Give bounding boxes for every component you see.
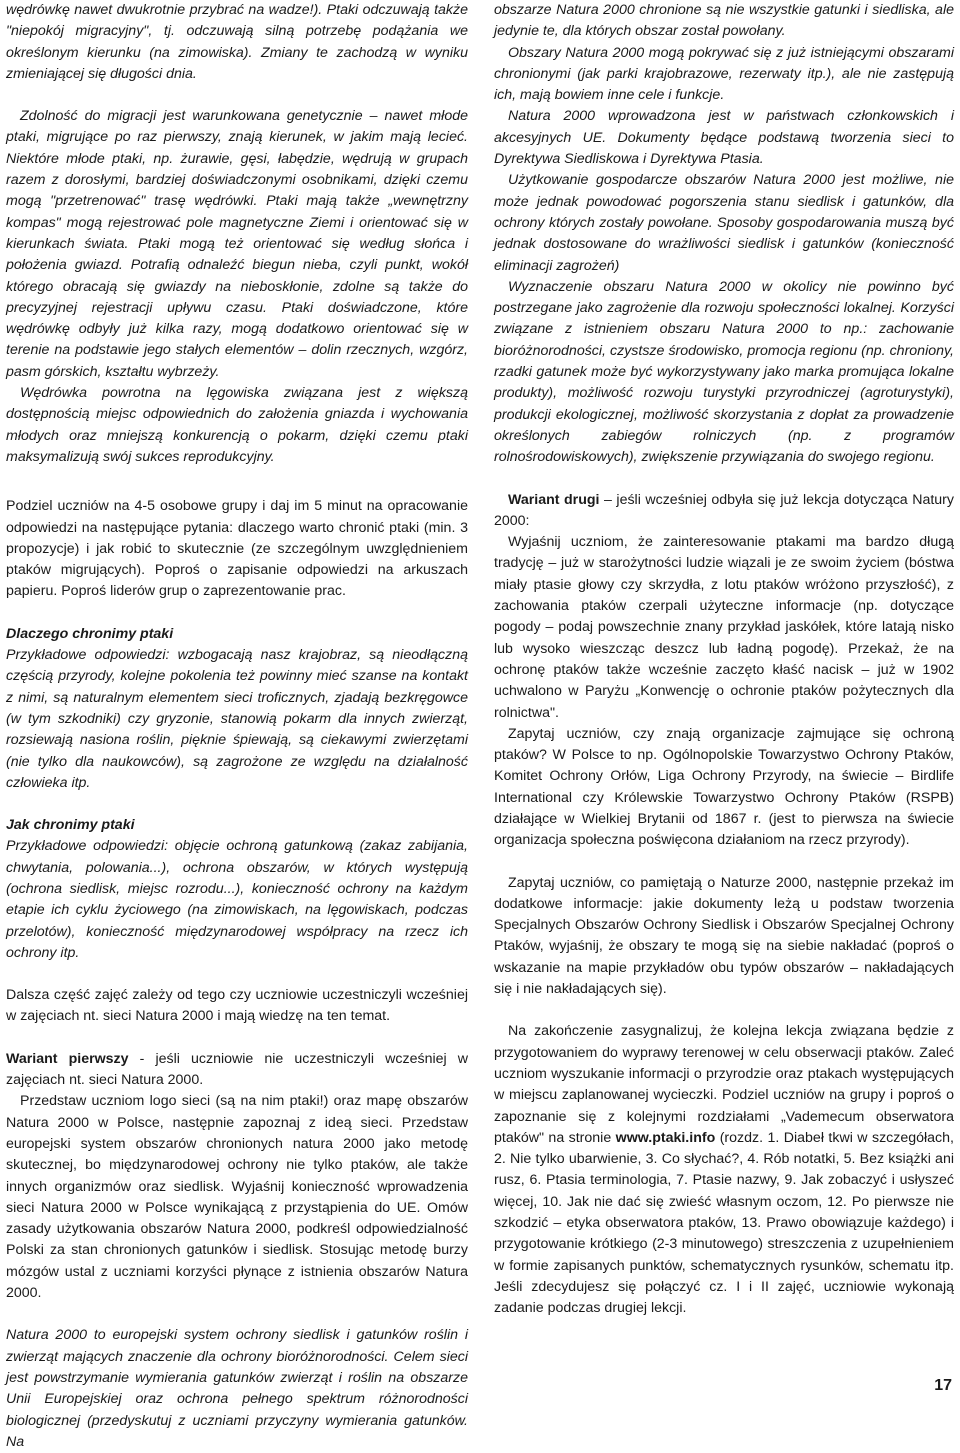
variant-two-condition: – jeśli wcześniej odbyła się już lekcja dotycząca Natury 2000: [494,491,954,529]
variant-two-label: Wariant drugi [508,491,600,508]
natura-benefits-text: Wyznaczenie obszaru Natura 2000 w okolicy nie powinno być postrzegane jako zagrożenie dla rozwoju społeczności lokalnej. Korzyści związane z istnieniem obszaru Natura 2000 to np.: zachowanie bioróżnorodności, czystsze środowisko, promocja regionu (np. chroniony, rzadki gatunek może być wykorzystywany jako marka promująca lokalne produkty), możliwość rozwoju turystyki przyrodniczej (agroturystyki), produkcji ekologicznej, możliwość skorzystania z dopłat za prowadzenie określonych zabiegów rolniczych (np. z programów rolnośrodowiskowych), zwiększenie przywiązania do swojego regionu. [494,278,954,466]
migration-restlessness-text: wędrówkę nawet dwukrotnie przybrać na wadze!). Ptaki odczuwają także "niepokój migracyjny", tj. odczuwają silną potrzebę podążania we określonym kierunku (na zimowiska). Zmiany te zachodzą w wyniku zmieniającej się długości dnia. [6,2,468,82]
heading-why-protect: Dlaczego chronimy ptaki [6,625,174,642]
how-protect-answers: Przykładowe odpowiedzi: objęcie ochroną gatunkową (zakaz zabijania, chwytania, polowania...), ochrona obszarów, w których występują (ochrona siedlisk, miejsc rozrodu...), konieczność ochrony na każdym etapie ich cyklu życiowego (na zimowiskach, na lęgowiskach, podczas przelotów), konieczność międzynarodowej współpracy na rzecz ich ochrony itp. [6,838,468,961]
natura-documents-text: Zapytaj uczniów, co pamiętają o Naturze 2000, następnie przekaż im dodatkowe informacje: jakie dokumenty leżą u podstaw tworzenia Specjalnych Obszarów Ochrony Siedlisk i Obszarów Specjalnej Ochrony Ptaków, wyjaśnij, że obszary te mogą się na siebie nakładać (poproś o wskazanie na mapie przykładów obu typów obszarów – nakładających się i nie nakładających się). [494,874,954,998]
variant-two-intro [494,490,954,533]
right-column [494,0,954,1320]
return-migration-text: Wędrówka powrotna na lęgowiska związana jest z większą dostępnością miejsc odpowiednich do założenia gniazda i wychowania młodych oraz mniejszą konkurencją o pokarm, dzięki czemu ptaki maksymalizują swój sukces reprodukcyjny. [6,385,468,465]
migration-genetics-text: Zdolność do migracji jest warunkowana genetycznie – nawet młode ptaki, migrujące po raz pierwszy, znają kierunek, w jakim mają lecieć. Niektóre młode ptaki, np. żurawie, gęsi, łabędzie, wędrują w grupach razem z dorosłymi, bardziej doświadczonymi osobnikami, dzięki czemu mogą "przetrenować" trasę wędrówki. Ptaki mają także „wewnętrzny kompas" mogą rejestrować pole magnetyczne Ziemi i orientować się w kierunkach świata. Ptaki mogą też orientować się według słońca i położenia gwiazd. Potrafią odnaleźć biegun nieba, czyli punkt, wokół którego obracają się gwiazdy na nieboskłonie, zdolne są także do precyzyjnej rejestracji upływu czasu. Ptaki doświadczone, które wędrówkę odbyły już kilka razy, mogą dodatkowo orientować się w terenie na podstawie jego stałych elementów – dolin rzecznych, wzgórz, pasm górskich, kształtu wybrzeży. [6,108,468,380]
lesson-continuation-text: Dalsza część zajęć zależy od tego czy uczniowie uczestniczyli wcześniej w zajęciach nt. sieci Natura 2000 i mają wiedzę na ten temat. [6,987,468,1025]
variant-one-condition: - jeśli uczniowie nie uczestniczyli wcześniej w zajęciach nt. sieci Natura 2000. [6,1050,468,1089]
variant-one-intro [6,1049,468,1092]
closing-text-end: (rozdz. 1. Diabeł tkwi w szczegółach, 2. Nie tylko ubarwienie, 3. Co słychać?, 4. Rób notatki, 5. Bez książki ani rusz, 6. Ptasia terminologia, 7. Ptasie nazwy, 9. Jak zobaczyć i usłyszeć więcej, 10. Jak nie dać się zwieść własnym oczom, 12. Po pierwsze nie szkodzić – etyka obserwatora ptaków, 13. Prawo obowiązuje każdego) i przygotowanie krótkiego (2-3 minutowego) streszczenia z uzupełnieniem w formie zapisanych punktów, schematycznych rysunków, schematu itp. Jeśli zdecydujesz się połączyć cz. I i II zajęć, uczniowie wykonają zadanie podczas drugiej lekcji. [494,1129,954,1317]
natura-definition-text: Natura 2000 to europejski system ochrony siedlisk i gatunków roślin i zwierząt mających znaczenie dla ochrony bioróżnorodności. Celem sieci jest powstrzymanie wymierania gatunków zwierząt i roślin na obszarze Unii Europejskiej oraz ochrona pełnego spektrum różnorodności biologicznej (przedyskutuj z uczniami przyczyny wymierania gatunków. Na [6,1327,468,1450]
natura-logo-instruction: Przedstaw uczniom logo sieci (są na nim ptaki!) oraz mapę obszarów Natura 2000 w Polsce, następnie zapoznaj z ideą sieci. Przedstaw europejski system obszarów chronionych natura 2000 jako metodę skutecznej, bo międzynarodowej ochrony nie tylko ptaków, ale także innych organizmów oraz siedlisk. Wyjaśnij konieczność wprowadzenia sieci Natura 2000 w Polsce wynikającą z przystąpienia do UE. Omów zasady użytkowania obszarów Natura 2000, podkreśl odpowiedzialność Polski za stan chronionych gatunków i siedlisk. Stosując metodę burzy mózgów ustal z uczniami korzyści płynące z istnienia obszarów Natura 2000. [6,1093,468,1302]
left-column [6,0,468,1453]
natura-overlap-text: Obszary Natura 2000 mogą pokrywać się z już istniejącymi obszarami chronionymi (jak parki krajobrazowe, rezerwaty itp.), ale nie zastępują ich, mają bowiem inne cele i funkcje. [494,44,954,104]
why-protect-answers: Przykładowe odpowiedzi: wzbogacają nasz krajobraz, są nieodłączną częścią przyrody, kolejne pokolenia też powinny mieć szanse na kontakt z nimi, są naturalnym elementem sieci troficznych, zjadają bezkręgowce (w tym szkodniki) czy gryzonie, stanowią pokarm dla innych zwierząt, rozsiewają nasiona roślin, pięknie śpiewają, są ciekawymi zwierzętami (nie tylko dla naukowców), są zagrożone ze względu na działalność człowieka itp. [6,647,468,791]
natura-usage-text: Użytkowanie gospodarcze obszarów Natura 2000 jest możliwe, nie może jednak powodować pogorszenia stanu siedlisk i gatunków, dla ochrony których zostały powołane. Sposoby gospodarowania muszą być jednak dostosowane do wrażliwości siedlisk i gatunków (konieczność eliminacji zagrożeń) [494,172,954,274]
bird-organizations-text: Zapytaj uczniów, czy znają organizacje zajmujące się ochroną ptaków? W Polsce to np. Ogólnopolskie Towarzystwo Ochrony Ptaków, Komitet Ochrony Orłów, Liga Ochrony Przyrody, na świecie – Birdlife International czy Królewskie Towarzystwo Ochrony Ptaków (RSPB) działające w Wielkiej Brytanii od 1867 r. (jest to pierwsza na świecie organizacja społeczna poświęcona działaniom na rzecz przyrody). [494,725,954,849]
natura-directives-text: Natura 2000 wprowadzona jest w państwach członkowskich i akcesyjnych UE. Dokumenty będące podstawą tworzenia sieci to Dyrektywa Siedliskowa i Dyrektywa Ptasia. [494,108,954,168]
closing-instruction [494,1021,954,1319]
group-task-instruction: Podziel uczniów na 4-5 osobowe grupy i daj im 5 minut na opracowanie odpowiedzi na następujące pytania: dlaczego warto chronić ptaki (min. 3 propozycje) i jak robić to skutecznie (ze szczególnym uwzględnieniem ptaków migrujących). Poproś o zapisanie odpowiedzi na arkuszach papieru. Poproś liderów grup o zaprezentowanie prac. [6,498,468,600]
variant-one-label: Wariant pierwszy [6,1050,129,1067]
natura-habitats-text: obszarze Natura 2000 chronione są nie wszystkie gatunki i siedliska, ale jedynie te, dla których obszar został powołany. [494,2,954,40]
ptaki-info-link[interactable]: www.ptaki.info [615,1129,716,1146]
closing-text-start: Na zakończenie zasygnalizuj, że kolejna lekcja związana będzie z przygotowaniem do wyprawy terenowej w celu obserwacji ptaków. Zaleć uczniom wyszukanie informacji o przyrodzie oraz ptakach występujących w miejscu zaplanowanej wycieczki. Podziel uczniów na grupy i poproś o zapoznanie się z kolejnymi rozdziałami „Vademecum obserwatora ptaków" na stronie [494,1023,954,1146]
page-number: 17 [934,1377,952,1394]
heading-how-protect: Jak chronimy ptaki [6,817,135,834]
bird-tradition-text: Wyjaśnij uczniom, że zainteresowanie ptakami ma bardzo długą tradycję – już w starożytności ludzie wiązali je ze swoim życiem (bóstwa miały ptasie głowy czy skrzydła, z lotu ptaków wróżono przyszłość), z zachowania ptaków czerpali użyteczne informacje (np. dotyczące pogody – podaj powszechnie znany przykład jaskółek, które latają nisko lub wysoko wieszcząc deszcz lub ładną pogodę). Przekaż, że na ochronę ptaków także wcześnie zaczęto kłaść nacisk – już w 1902 uchwalono w Paryżu „Konwencję o ochronie ptaków pożytecznych dla rolnictwa". [494,534,954,721]
